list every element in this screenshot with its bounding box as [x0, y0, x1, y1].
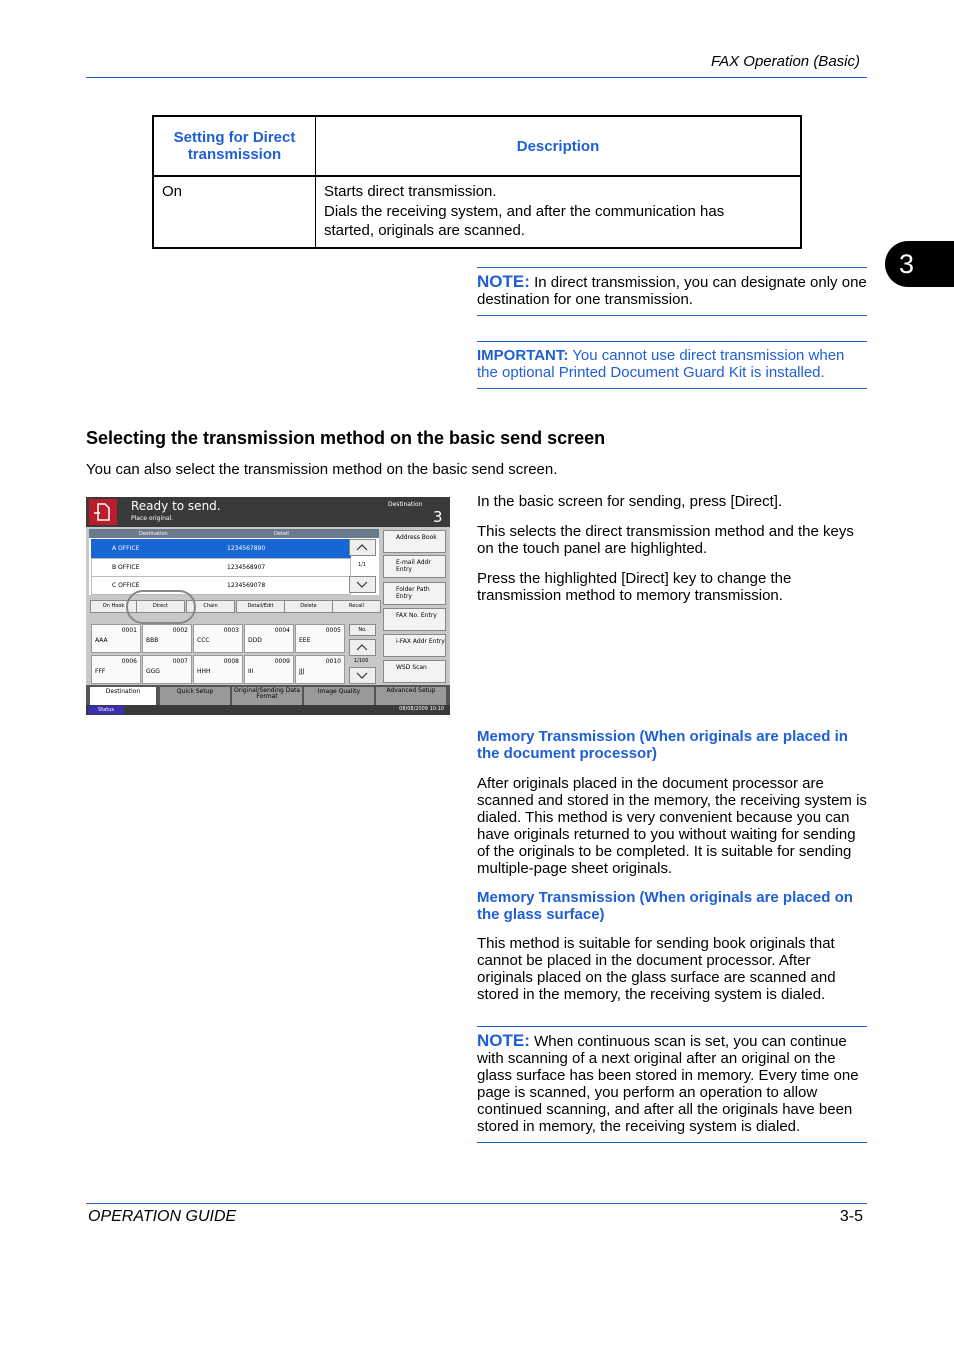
ifax-entry-button[interactable]: i-FAX Addr Entry — [383, 634, 446, 657]
step-text: This selects the direct transmission method and the keys on the touch panel are highlighted. — [477, 523, 854, 557]
destination-detail: 1234568907 — [227, 564, 266, 571]
destination-label: Destination — [388, 501, 423, 508]
subsection-text: This method is suitable for sending book originals that cannot be placed in the document processor. After originals placed on the glass surface are scanned and stored in the memory, the receiving system is dialed. — [477, 935, 836, 1003]
wsd-scan-button[interactable]: WSD Scan — [383, 660, 446, 683]
number-button[interactable]: No. — [349, 624, 376, 636]
screen-subtitle: Place original. — [131, 515, 174, 522]
tab-image-quality[interactable]: Image Quality — [304, 687, 374, 706]
tab-original-format[interactable]: Original/Sending Data Format — [232, 687, 302, 705]
tab-quick-setup[interactable]: Quick Setup — [160, 687, 230, 706]
highlight-oval — [126, 590, 196, 624]
one-touch-key[interactable]: 0003 CCC — [193, 624, 243, 653]
note-box — [477, 1026, 867, 1143]
scroll-up-button[interactable] — [349, 639, 376, 656]
status-bar — [86, 705, 450, 715]
status-button[interactable]: Status — [88, 706, 124, 714]
destination-name: A OFFICE — [112, 545, 140, 552]
destination-row[interactable] — [91, 539, 351, 558]
table-row — [153, 176, 801, 248]
page-number: 3-5 — [839, 1208, 863, 1225]
section-intro: You can also select the transmission method on the basic send screen. — [86, 461, 558, 478]
step-text: Press the highlighted [Direct] key to change the transmission method to memory transmission. — [477, 570, 792, 604]
detail-edit-button[interactable]: Detail/Edit — [236, 600, 285, 613]
fax-no-button[interactable]: FAX No. Entry — [383, 608, 446, 631]
direct-button[interactable]: Direct — [136, 600, 185, 613]
tab-bar — [86, 685, 450, 705]
note-text: In direct transmission, you can designate only one destination for one transmission. — [477, 274, 867, 308]
one-touch-key[interactable]: 0004 DDD — [244, 624, 294, 653]
one-touch-key[interactable]: 0007 GGG — [142, 655, 192, 684]
one-touch-key[interactable]: 0001 AAA — [91, 624, 141, 653]
screen-title-bar — [86, 497, 450, 527]
destination-name: C OFFICE — [112, 582, 140, 589]
scroll-down-button[interactable] — [349, 667, 376, 684]
one-touch-key[interactable]: 0009 III — [244, 655, 294, 684]
destination-count: 3 — [433, 508, 443, 526]
list-header-detail: Detail — [274, 531, 289, 537]
subsection-text: After originals placed in the document processor are scanned and stored in the memory, the receiving system is dialed. This method is very convenient because you can have originals returned to you without waiting for sending of the originals to be completed. It is suitable for sending multiple-page sheet originals. — [477, 775, 867, 877]
description-line: Starts direct transmission. — [324, 183, 497, 200]
delete-button[interactable]: Delete — [284, 600, 333, 613]
subsection-title: Memory Transmission (When originals are placed in the document processor) — [477, 728, 848, 762]
section-title: Selecting the transmission method on the basic send screen — [86, 428, 606, 448]
address-book-button[interactable]: Address Book — [383, 530, 446, 553]
destination-row[interactable] — [91, 558, 351, 577]
one-touch-key[interactable]: 0008 HHH — [193, 655, 243, 684]
step-text: In the basic screen for sending, press [Direct]. — [477, 493, 783, 510]
footer-rule — [86, 1203, 867, 1204]
important-box — [477, 341, 867, 389]
description-cell — [316, 176, 802, 248]
important-label: IMPORTANT: — [477, 347, 569, 364]
note-label: NOTE: — [477, 272, 530, 291]
note-label: NOTE: — [477, 1031, 530, 1050]
tab-advanced-setup[interactable]: Advanced Setup — [376, 687, 446, 705]
scroll-up-button[interactable] — [349, 539, 376, 556]
note-text: When continuous scan is set, you can continue with scanning of a next original after an original on the glass surface has been stored in memory. Every time one page is scanned, you perform an operation to allow continued scanning, and after all the originals have been stored in memory, the receiving system is dialed. — [477, 1033, 859, 1135]
folder-path-button[interactable]: Folder Path Entry — [383, 582, 446, 605]
one-touch-key[interactable]: 0005 EEE — [295, 624, 345, 653]
guide-name: OPERATION GUIDE — [88, 1208, 237, 1225]
note-box — [477, 267, 867, 316]
destination-detail: 1234567890 — [227, 545, 266, 552]
document-icon — [89, 499, 117, 525]
page-indicator: 1/1 — [358, 562, 367, 568]
date-time: 08/08/2009 10:10 — [399, 706, 444, 712]
list-header — [89, 529, 379, 538]
one-touch-key[interactable]: 0010 JJJ — [295, 655, 345, 684]
on-hook-button[interactable]: On Hook — [90, 600, 137, 613]
col-header-description: Description — [316, 116, 802, 176]
header-rule — [86, 77, 867, 78]
screen-title: Ready to send. — [131, 499, 221, 513]
destination-row[interactable] — [91, 576, 351, 595]
settings-table — [152, 115, 802, 249]
email-entry-button[interactable]: E-mail Addr Entry — [383, 555, 446, 578]
col-header-setting: Setting for Direct transmission — [153, 116, 316, 176]
recall-button[interactable]: Recall — [332, 600, 381, 613]
subsection-title: Memory Transmission (When originals are placed on the glass surface) — [477, 889, 853, 923]
setting-cell: On — [153, 176, 316, 248]
scroll-down-button[interactable] — [349, 576, 376, 593]
one-touch-key[interactable]: 0002 BBB — [142, 624, 192, 653]
list-header-destination: Destination — [139, 531, 168, 537]
important-text: You cannot use direct transmission when the optional Printed Document Guard Kit is installed. — [477, 347, 845, 381]
chain-button[interactable]: Chain — [186, 600, 235, 613]
description-line: started, originals are scanned. — [324, 222, 525, 239]
fast-key-page: 1/100 — [354, 658, 369, 664]
chapter-tab: 3 — [885, 241, 954, 287]
description-line: Dials the receiving system, and after the communication has — [324, 202, 725, 220]
destination-list — [89, 529, 379, 595]
one-touch-key[interactable]: 0006 FFF — [91, 655, 141, 684]
tab-destination[interactable]: Destination — [90, 687, 156, 706]
destination-name: B OFFICE — [112, 564, 140, 571]
destination-detail: 1234569078 — [227, 582, 266, 589]
running-header: FAX Operation (Basic) — [711, 53, 860, 70]
